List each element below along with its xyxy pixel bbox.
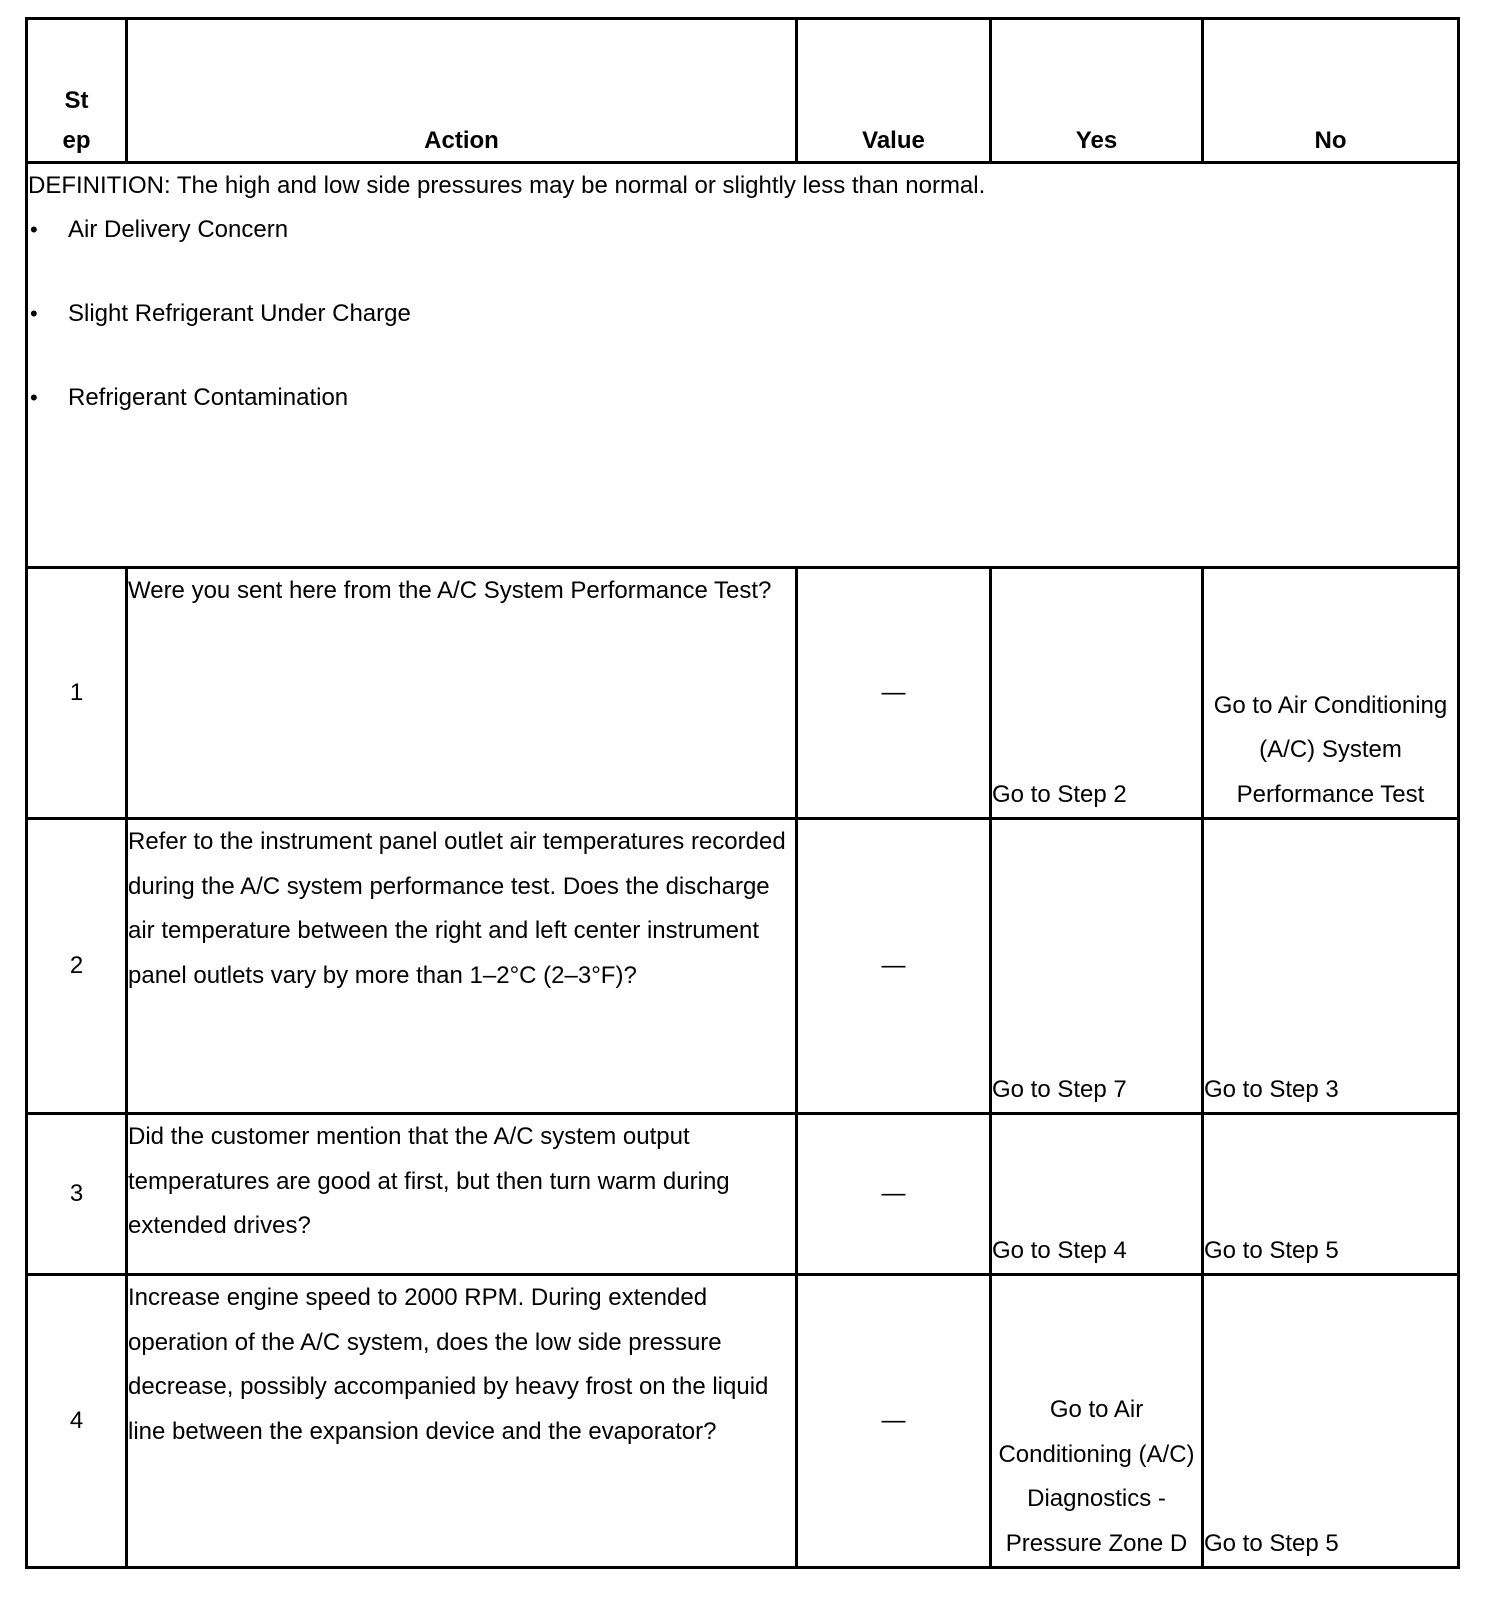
value-cell: — bbox=[797, 1114, 991, 1275]
step-header-line1: St bbox=[64, 87, 89, 114]
action-text: Did the customer mention that the A/C system output temperatures are good at first, but then turn warm during extended drives? bbox=[127, 1114, 797, 1275]
no-column-header: No bbox=[1203, 19, 1459, 163]
definition-bullet: • Refrigerant Contamination bbox=[28, 376, 1457, 420]
definition-cell bbox=[27, 163, 1459, 568]
step-number: 3 bbox=[27, 1114, 127, 1275]
table-row-step-2 bbox=[27, 819, 1459, 1114]
value-cell: — bbox=[797, 568, 991, 819]
definition-text: DEFINITION: The high and low side pressures may be normal or slightly less than normal. bbox=[28, 172, 986, 199]
step-number: 2 bbox=[27, 819, 127, 1114]
definition-row bbox=[27, 163, 1459, 568]
definition-bullet: • Air Delivery Concern bbox=[28, 208, 1457, 252]
value-cell: — bbox=[797, 1275, 991, 1568]
yes-cell: Go to Step 4 bbox=[991, 1114, 1203, 1275]
step-number: 4 bbox=[27, 1275, 127, 1568]
table-row-step-1 bbox=[27, 568, 1459, 819]
yes-cell: Go to Step 2 bbox=[991, 568, 1203, 819]
action-text: Were you sent here from the A/C System Performance Test? bbox=[127, 568, 797, 819]
yes-cell: Go to Air Conditioning (A/C) Diagnostics - Pressure Zone D bbox=[991, 1275, 1203, 1568]
definition-bullet-list bbox=[28, 208, 1457, 420]
no-cell: Go to Air Conditioning (A/C) System Performance Test bbox=[1203, 568, 1459, 819]
step-header-line2: ep bbox=[62, 127, 91, 154]
no-cell: Go to Step 5 bbox=[1203, 1275, 1459, 1568]
table-row-step-4 bbox=[27, 1275, 1459, 1568]
table-row-step-3 bbox=[27, 1114, 1459, 1275]
action-column-header: Action bbox=[127, 19, 797, 163]
no-cell: Go to Step 5 bbox=[1203, 1114, 1459, 1275]
value-cell: — bbox=[797, 819, 991, 1114]
yes-column-header: Yes bbox=[991, 19, 1203, 163]
value-column-header: Value bbox=[797, 19, 991, 163]
step-column-header bbox=[27, 19, 127, 163]
step-number: 1 bbox=[27, 568, 127, 819]
action-text: Increase engine speed to 2000 RPM. During extended operation of the A/C system, does the low side pressure decrease, possibly accompanied by heavy frost on the liquid line between the expansion device and the evaporator? bbox=[127, 1275, 797, 1568]
yes-cell: Go to Step 7 bbox=[991, 819, 1203, 1114]
header-row bbox=[27, 19, 1459, 163]
action-text: Refer to the instrument panel outlet air temperatures recorded during the A/C system performance test. Does the discharge air temperature between the right and left center instrument panel outlets vary by more than 1–2°C (2–3°F)? bbox=[127, 819, 797, 1114]
definition-bullet: • Slight Refrigerant Under Charge bbox=[28, 292, 1457, 336]
diagnostic-table bbox=[25, 17, 1460, 1569]
no-cell: Go to Step 3 bbox=[1203, 819, 1459, 1114]
